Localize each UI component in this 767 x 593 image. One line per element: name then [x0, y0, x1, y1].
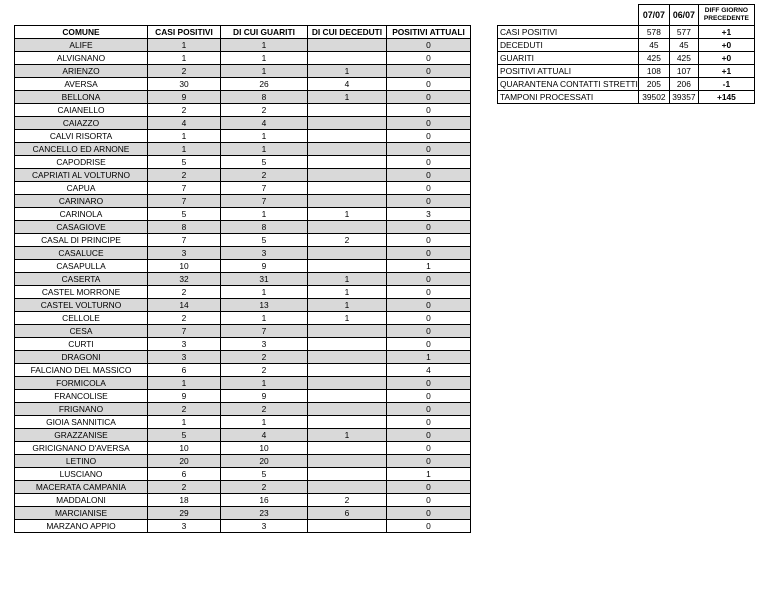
cell-casi-positivi: 3 — [148, 338, 221, 351]
cell-deceduti: 1 — [308, 312, 387, 325]
cell-guariti: 5 — [221, 234, 308, 247]
cell-guariti: 9 — [221, 390, 308, 403]
summary-cell-previous: 45 — [669, 39, 698, 52]
cell-positivi-attuali: 0 — [387, 507, 471, 520]
cell-comune: MACERATA CAMPANIA — [15, 481, 148, 494]
cell-deceduti: 1 — [308, 273, 387, 286]
table-row — [15, 286, 471, 299]
cell-guariti: 4 — [221, 117, 308, 130]
table-row — [15, 208, 471, 221]
cell-comune: LUSCIANO — [15, 468, 148, 481]
cell-positivi-attuali: 0 — [387, 520, 471, 533]
summary-cell-diff: +1 — [698, 65, 754, 78]
cell-casi-positivi: 2 — [148, 481, 221, 494]
cell-guariti: 2 — [221, 364, 308, 377]
table-row — [15, 299, 471, 312]
cell-guariti: 3 — [221, 247, 308, 260]
cell-positivi-attuali: 0 — [387, 143, 471, 156]
cell-positivi-attuali: 0 — [387, 286, 471, 299]
cell-guariti: 5 — [221, 156, 308, 169]
cell-casi-positivi: 1 — [148, 130, 221, 143]
summary-cell-diff: -1 — [698, 78, 754, 91]
cell-guariti: 13 — [221, 299, 308, 312]
cell-guariti: 10 — [221, 442, 308, 455]
cell-guariti: 1 — [221, 39, 308, 52]
cell-casi-positivi: 14 — [148, 299, 221, 312]
cell-positivi-attuali: 0 — [387, 104, 471, 117]
cell-deceduti — [308, 442, 387, 455]
cell-comune: CASAPULLA — [15, 260, 148, 273]
cell-guariti: 1 — [221, 52, 308, 65]
cell-positivi-attuali: 0 — [387, 338, 471, 351]
cell-deceduti — [308, 468, 387, 481]
summary-row — [498, 65, 755, 78]
cell-comune: CAIAZZO — [15, 117, 148, 130]
cell-positivi-attuali: 3 — [387, 208, 471, 221]
cell-comune: FALCIANO DEL MASSICO — [15, 364, 148, 377]
table-row — [15, 416, 471, 429]
cell-positivi-attuali: 0 — [387, 325, 471, 338]
cell-guariti: 20 — [221, 455, 308, 468]
cell-positivi-attuali: 0 — [387, 494, 471, 507]
cell-positivi-attuali: 0 — [387, 234, 471, 247]
cell-deceduti — [308, 143, 387, 156]
cell-guariti: 3 — [221, 338, 308, 351]
cell-casi-positivi: 2 — [148, 65, 221, 78]
date-previous-header: 06/07 — [669, 5, 698, 26]
table-row — [15, 325, 471, 338]
cell-deceduti: 1 — [308, 208, 387, 221]
cell-positivi-attuali: 0 — [387, 130, 471, 143]
summary-cell-previous: 39357 — [669, 91, 698, 104]
summary-cell-current: 425 — [638, 52, 669, 65]
cell-deceduti — [308, 130, 387, 143]
cell-casi-positivi: 5 — [148, 156, 221, 169]
cell-guariti: 1 — [221, 377, 308, 390]
summary-cell-label: CASI POSITIVI — [498, 26, 639, 39]
summary-cell-diff: +1 — [698, 26, 754, 39]
cell-guariti: 26 — [221, 78, 308, 91]
table-row — [15, 364, 471, 377]
table-row — [15, 182, 471, 195]
cell-casi-positivi: 3 — [148, 247, 221, 260]
summary-row — [498, 39, 755, 52]
table-row — [15, 481, 471, 494]
cell-casi-positivi: 10 — [148, 260, 221, 273]
summary-cell-previous: 577 — [669, 26, 698, 39]
cell-deceduti: 1 — [308, 65, 387, 78]
cell-deceduti — [308, 221, 387, 234]
cell-positivi-attuali: 0 — [387, 65, 471, 78]
cell-positivi-attuali: 0 — [387, 78, 471, 91]
cell-casi-positivi: 30 — [148, 78, 221, 91]
cell-guariti: 7 — [221, 195, 308, 208]
cell-comune: GIOIA SANNITICA — [15, 416, 148, 429]
summary-cell-previous: 425 — [669, 52, 698, 65]
cell-positivi-attuali: 0 — [387, 117, 471, 130]
cell-casi-positivi: 1 — [148, 52, 221, 65]
table-row — [15, 338, 471, 351]
cell-casi-positivi: 2 — [148, 312, 221, 325]
cell-positivi-attuali: 0 — [387, 39, 471, 52]
summary-cell-current: 45 — [638, 39, 669, 52]
cell-comune: BELLONA — [15, 91, 148, 104]
cell-guariti: 2 — [221, 104, 308, 117]
col-header-casi-positivi: CASI POSITIVI — [148, 26, 221, 39]
cell-casi-positivi: 1 — [148, 377, 221, 390]
cell-casi-positivi: 7 — [148, 182, 221, 195]
summary-cell-diff: +0 — [698, 52, 754, 65]
cell-positivi-attuali: 1 — [387, 468, 471, 481]
cell-positivi-attuali: 0 — [387, 195, 471, 208]
summary-cell-diff: +0 — [698, 39, 754, 52]
cell-deceduti — [308, 260, 387, 273]
cell-guariti: 7 — [221, 325, 308, 338]
cell-guariti: 1 — [221, 286, 308, 299]
cell-positivi-attuali: 0 — [387, 182, 471, 195]
summary-cell-previous: 107 — [669, 65, 698, 78]
cell-casi-positivi: 1 — [148, 416, 221, 429]
table-row — [15, 143, 471, 156]
cell-deceduti — [308, 169, 387, 182]
cell-deceduti: 4 — [308, 78, 387, 91]
cell-deceduti — [308, 156, 387, 169]
cell-guariti: 2 — [221, 169, 308, 182]
cell-comune: MADDALONI — [15, 494, 148, 507]
col-header-guariti: DI CUI GUARITI — [221, 26, 308, 39]
table-row — [15, 221, 471, 234]
cell-positivi-attuali: 0 — [387, 156, 471, 169]
cell-deceduti — [308, 377, 387, 390]
cell-guariti: 1 — [221, 208, 308, 221]
cell-guariti: 2 — [221, 403, 308, 416]
cell-deceduti — [308, 52, 387, 65]
col-header-positivi-attuali: POSITIVI ATTUALI — [387, 26, 471, 39]
cell-casi-positivi: 2 — [148, 104, 221, 117]
table-row — [15, 468, 471, 481]
table-row — [15, 429, 471, 442]
cell-comune: ALVIGNANO — [15, 52, 148, 65]
table-row — [15, 234, 471, 247]
cell-comune: CAPODRISE — [15, 156, 148, 169]
cell-comune: CASAL DI PRINCIPE — [15, 234, 148, 247]
cell-comune: CELLOLE — [15, 312, 148, 325]
col-header-deceduti: DI CUI DECEDUTI — [308, 26, 387, 39]
cell-casi-positivi: 20 — [148, 455, 221, 468]
table-row — [15, 247, 471, 260]
table-row — [15, 507, 471, 520]
col-header-comune: COMUNE — [15, 26, 148, 39]
cell-positivi-attuali: 0 — [387, 403, 471, 416]
cell-guariti: 8 — [221, 221, 308, 234]
cell-positivi-attuali: 0 — [387, 273, 471, 286]
cell-casi-positivi: 8 — [148, 221, 221, 234]
summary-cell-label: GUARITI — [498, 52, 639, 65]
cell-deceduti: 2 — [308, 234, 387, 247]
cell-positivi-attuali: 0 — [387, 299, 471, 312]
table-row — [15, 156, 471, 169]
table-row — [15, 104, 471, 117]
cell-comune: GRAZZANISE — [15, 429, 148, 442]
table-row — [15, 130, 471, 143]
cell-guariti: 1 — [221, 130, 308, 143]
cell-comune: CALVI RISORTA — [15, 130, 148, 143]
cell-comune: DRAGONI — [15, 351, 148, 364]
cell-positivi-attuali: 0 — [387, 221, 471, 234]
summary-row — [498, 26, 755, 39]
summary-cell-previous: 206 — [669, 78, 698, 91]
table-row — [15, 169, 471, 182]
summary-cell-current: 108 — [638, 65, 669, 78]
cell-comune: CASTEL VOLTURNO — [15, 299, 148, 312]
cell-comune: CARINARO — [15, 195, 148, 208]
cell-guariti: 2 — [221, 481, 308, 494]
cell-positivi-attuali: 0 — [387, 91, 471, 104]
cell-positivi-attuali: 0 — [387, 52, 471, 65]
cell-deceduti — [308, 364, 387, 377]
cell-casi-positivi: 3 — [148, 520, 221, 533]
cell-casi-positivi: 9 — [148, 91, 221, 104]
cell-casi-positivi: 2 — [148, 403, 221, 416]
cell-positivi-attuali: 1 — [387, 351, 471, 364]
table-row — [15, 494, 471, 507]
cell-deceduti — [308, 39, 387, 52]
cell-deceduti — [308, 455, 387, 468]
cell-deceduti — [308, 117, 387, 130]
cell-casi-positivi: 1 — [148, 39, 221, 52]
cell-deceduti — [308, 403, 387, 416]
table-row — [15, 273, 471, 286]
cell-comune: CESA — [15, 325, 148, 338]
table-row — [15, 377, 471, 390]
cell-deceduti — [308, 325, 387, 338]
cell-comune: FRIGNANO — [15, 403, 148, 416]
cell-deceduti — [308, 195, 387, 208]
comuni-header-row — [15, 26, 471, 39]
cell-deceduti — [308, 390, 387, 403]
summary-cell-label: POSITIVI ATTUALI — [498, 65, 639, 78]
cell-deceduti — [308, 247, 387, 260]
cell-casi-positivi: 2 — [148, 169, 221, 182]
cell-positivi-attuali: 0 — [387, 455, 471, 468]
cell-deceduti — [308, 338, 387, 351]
table-row — [15, 39, 471, 52]
summary-table — [497, 4, 755, 104]
cell-casi-positivi: 4 — [148, 117, 221, 130]
summary-row — [498, 78, 755, 91]
cell-positivi-attuali: 0 — [387, 390, 471, 403]
cell-comune: ALIFE — [15, 39, 148, 52]
table-row — [15, 91, 471, 104]
cell-guariti: 4 — [221, 429, 308, 442]
cell-casi-positivi: 5 — [148, 429, 221, 442]
cell-comune: CASALUCE — [15, 247, 148, 260]
cell-casi-positivi: 1 — [148, 143, 221, 156]
cell-guariti: 2 — [221, 351, 308, 364]
cell-deceduti: 2 — [308, 494, 387, 507]
cell-guariti: 1 — [221, 143, 308, 156]
cell-deceduti — [308, 104, 387, 117]
cell-guariti: 3 — [221, 520, 308, 533]
cell-guariti: 7 — [221, 182, 308, 195]
table-row — [15, 260, 471, 273]
cell-deceduti: 1 — [308, 299, 387, 312]
summary-cell-diff: +145 — [698, 91, 754, 104]
summary-cell-current: 205 — [638, 78, 669, 91]
cell-deceduti — [308, 416, 387, 429]
cell-deceduti: 6 — [308, 507, 387, 520]
summary-header-row — [498, 5, 755, 26]
cell-positivi-attuali: 0 — [387, 442, 471, 455]
cell-guariti: 1 — [221, 416, 308, 429]
cell-casi-positivi: 3 — [148, 351, 221, 364]
table-row — [15, 390, 471, 403]
table-row — [15, 78, 471, 91]
cell-deceduti — [308, 520, 387, 533]
cell-comune: AVERSA — [15, 78, 148, 91]
cell-comune: CARINOLA — [15, 208, 148, 221]
cell-comune: CAPUA — [15, 182, 148, 195]
cell-guariti: 1 — [221, 65, 308, 78]
table-row — [15, 403, 471, 416]
summary-row — [498, 52, 755, 65]
cell-casi-positivi: 6 — [148, 364, 221, 377]
cell-comune: CASAGIOVE — [15, 221, 148, 234]
comuni-table — [14, 25, 471, 533]
cell-guariti: 23 — [221, 507, 308, 520]
cell-comune: CAIANELLO — [15, 104, 148, 117]
cell-deceduti — [308, 351, 387, 364]
cell-deceduti — [308, 182, 387, 195]
table-row — [15, 520, 471, 533]
cell-casi-positivi: 10 — [148, 442, 221, 455]
cell-deceduti: 1 — [308, 286, 387, 299]
summary-cell-label: DECEDUTI — [498, 39, 639, 52]
summary-row — [498, 91, 755, 104]
cell-comune: FORMICOLA — [15, 377, 148, 390]
cell-positivi-attuali: 0 — [387, 312, 471, 325]
cell-positivi-attuali: 0 — [387, 481, 471, 494]
cell-positivi-attuali: 0 — [387, 416, 471, 429]
cell-positivi-attuali: 0 — [387, 429, 471, 442]
table-row — [15, 195, 471, 208]
cell-casi-positivi: 18 — [148, 494, 221, 507]
cell-deceduti: 1 — [308, 429, 387, 442]
cell-positivi-attuali: 4 — [387, 364, 471, 377]
cell-comune: CASTEL MORRONE — [15, 286, 148, 299]
cell-comune: CANCELLO ED ARNONE — [15, 143, 148, 156]
date-current-header: 07/07 — [638, 5, 669, 26]
cell-comune: MARZANO APPIO — [15, 520, 148, 533]
summary-cell-current: 39502 — [638, 91, 669, 104]
cell-comune: GRICIGNANO D'AVERSA — [15, 442, 148, 455]
cell-comune: CURTI — [15, 338, 148, 351]
cell-casi-positivi: 7 — [148, 325, 221, 338]
cell-guariti: 31 — [221, 273, 308, 286]
cell-comune: CASERTA — [15, 273, 148, 286]
cell-guariti: 5 — [221, 468, 308, 481]
cell-casi-positivi: 2 — [148, 286, 221, 299]
cell-guariti: 16 — [221, 494, 308, 507]
table-row — [15, 455, 471, 468]
cell-casi-positivi: 32 — [148, 273, 221, 286]
summary-cell-current: 578 — [638, 26, 669, 39]
table-row — [15, 312, 471, 325]
cell-casi-positivi: 6 — [148, 468, 221, 481]
cell-guariti: 8 — [221, 91, 308, 104]
cell-casi-positivi: 9 — [148, 390, 221, 403]
cell-casi-positivi: 29 — [148, 507, 221, 520]
table-row — [15, 117, 471, 130]
table-row — [15, 442, 471, 455]
cell-comune: CAPRIATI AL VOLTURNO — [15, 169, 148, 182]
summary-header-spacer — [498, 5, 639, 26]
cell-comune: ARIENZO — [15, 65, 148, 78]
table-row — [15, 52, 471, 65]
summary-cell-label: QUARANTENA CONTATTI STRETTI — [498, 78, 639, 91]
cell-guariti: 9 — [221, 260, 308, 273]
diff-header: DIFF GIORNO PRECEDENTE — [698, 5, 754, 26]
cell-positivi-attuali: 0 — [387, 169, 471, 182]
summary-cell-label: TAMPONI PROCESSATI — [498, 91, 639, 104]
cell-guariti: 1 — [221, 312, 308, 325]
cell-casi-positivi: 5 — [148, 208, 221, 221]
cell-deceduti: 1 — [308, 91, 387, 104]
cell-casi-positivi: 7 — [148, 234, 221, 247]
cell-comune: MARCIANISE — [15, 507, 148, 520]
cell-comune: FRANCOLISE — [15, 390, 148, 403]
cell-deceduti — [308, 481, 387, 494]
cell-positivi-attuali: 1 — [387, 260, 471, 273]
cell-positivi-attuali: 0 — [387, 247, 471, 260]
cell-casi-positivi: 7 — [148, 195, 221, 208]
cell-comune: LETINO — [15, 455, 148, 468]
table-row — [15, 65, 471, 78]
table-row — [15, 351, 471, 364]
cell-positivi-attuali: 0 — [387, 377, 471, 390]
